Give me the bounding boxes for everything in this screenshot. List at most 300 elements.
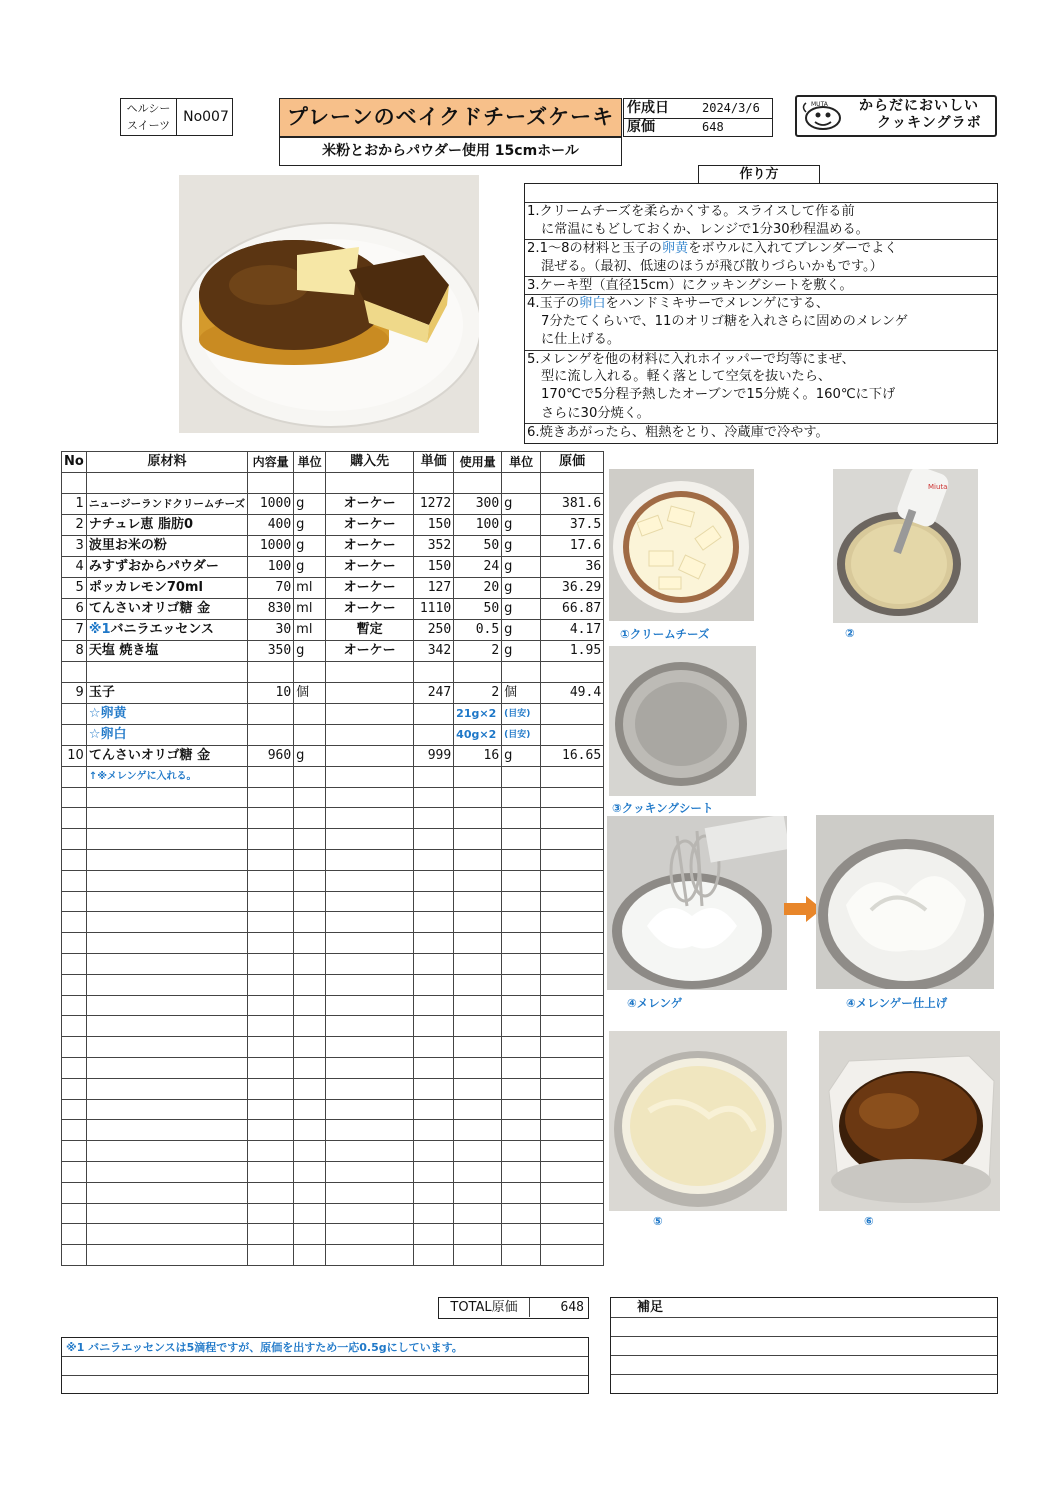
row-number bbox=[62, 766, 87, 787]
table-cell bbox=[294, 1224, 326, 1245]
row-number bbox=[62, 724, 87, 745]
table-cell bbox=[502, 1078, 541, 1099]
table-row bbox=[62, 577, 604, 598]
table-cell bbox=[454, 953, 502, 974]
content-unit: g bbox=[294, 493, 326, 514]
table-cell bbox=[541, 1224, 604, 1245]
table-cell bbox=[86, 661, 247, 682]
total-value: 648 bbox=[560, 1300, 584, 1315]
table-cell bbox=[454, 870, 502, 891]
table-cell bbox=[326, 473, 414, 494]
table-cell bbox=[414, 1037, 454, 1058]
table-cell bbox=[541, 995, 604, 1016]
shop: オーケー bbox=[326, 514, 414, 535]
table-cell bbox=[86, 808, 247, 829]
method-blank-line bbox=[525, 184, 997, 202]
table-cell bbox=[541, 1182, 604, 1203]
shop: オーケー bbox=[326, 598, 414, 619]
logo-text-line-1: からだにおいしい bbox=[859, 98, 979, 114]
table-cell bbox=[541, 933, 604, 954]
unit-price: 250 bbox=[414, 619, 454, 640]
table-cell bbox=[414, 808, 454, 829]
unit-price: 1272 bbox=[414, 493, 454, 514]
logo-text-line-2: クッキングラボ bbox=[877, 115, 982, 131]
table-header-cell: 購入先 bbox=[326, 452, 414, 473]
table-cell bbox=[541, 1016, 604, 1037]
table-cell bbox=[454, 1099, 502, 1120]
table-cell bbox=[326, 661, 414, 682]
shop: オーケー bbox=[326, 535, 414, 556]
table-row bbox=[62, 1099, 604, 1120]
table-cell bbox=[62, 1078, 87, 1099]
method-text: をボウルに入れてブレンダーでよく bbox=[688, 241, 898, 257]
photo-cooking-sheet bbox=[609, 646, 756, 796]
table-cell bbox=[414, 849, 454, 870]
unit-price bbox=[414, 766, 454, 787]
use-unit: g bbox=[502, 640, 541, 661]
ingredient-name: ↑※メレンゲに入れる。 bbox=[86, 766, 247, 787]
table-cell bbox=[294, 1245, 326, 1266]
unit-price: 247 bbox=[414, 682, 454, 703]
table-cell bbox=[86, 787, 247, 808]
use-note: (目安) bbox=[502, 724, 541, 745]
table-cell bbox=[62, 1120, 87, 1141]
table-cell bbox=[294, 995, 326, 1016]
table-cell bbox=[454, 1245, 502, 1266]
cost: 4.17 bbox=[541, 619, 604, 640]
table-row bbox=[62, 556, 604, 577]
table-cell bbox=[86, 1078, 247, 1099]
method-step-line bbox=[525, 313, 997, 331]
table-cell bbox=[454, 1182, 502, 1203]
table-cell bbox=[541, 787, 604, 808]
use-amount: 40g×2 bbox=[454, 724, 502, 745]
table-cell bbox=[248, 974, 294, 995]
ingredient-name: 玉子 bbox=[86, 682, 247, 703]
ingredient-name: ニュージーランドクリームチーズ bbox=[86, 493, 247, 514]
unit-price: 150 bbox=[414, 556, 454, 577]
ingredient-name: 天塩 焼き塩 bbox=[86, 640, 247, 661]
ingredient-name: ☆卵黄 bbox=[86, 703, 247, 724]
caption-4a: ④メレンゲ bbox=[627, 996, 683, 1010]
table-cell bbox=[248, 1099, 294, 1120]
table-cell bbox=[62, 1016, 87, 1037]
table-cell bbox=[414, 912, 454, 933]
table-cell bbox=[62, 974, 87, 995]
table-cell bbox=[294, 1182, 326, 1203]
table-cell bbox=[86, 829, 247, 850]
table-cell bbox=[502, 1203, 541, 1224]
table-cell bbox=[326, 953, 414, 974]
table-cell bbox=[541, 1245, 604, 1266]
table-cell bbox=[248, 808, 294, 829]
content-unit: g bbox=[294, 535, 326, 556]
table-cell bbox=[454, 1120, 502, 1141]
table-cell bbox=[326, 891, 414, 912]
table-cell bbox=[454, 1037, 502, 1058]
table-cell bbox=[86, 933, 247, 954]
row-number: 6 bbox=[62, 598, 87, 619]
table-row bbox=[62, 598, 604, 619]
table-cell bbox=[414, 1141, 454, 1162]
table-cell bbox=[502, 933, 541, 954]
supplement-label: 補足 bbox=[637, 1300, 664, 1315]
use-amount: 24 bbox=[454, 556, 502, 577]
table-cell bbox=[541, 829, 604, 850]
method-text: 7分たてくらいで、11のオリゴ糖を入れさらに固めのメレンゲ bbox=[541, 313, 908, 329]
table-cell bbox=[541, 1161, 604, 1182]
table-row bbox=[62, 514, 604, 535]
table-cell bbox=[86, 870, 247, 891]
table-cell bbox=[294, 1203, 326, 1224]
table-cell bbox=[86, 1245, 247, 1266]
notes-box bbox=[61, 1337, 589, 1394]
table-row bbox=[62, 661, 604, 682]
table-cell bbox=[248, 870, 294, 891]
shop bbox=[326, 703, 414, 724]
table-cell bbox=[454, 974, 502, 995]
table-cell bbox=[86, 891, 247, 912]
table-cell bbox=[502, 891, 541, 912]
table-cell bbox=[454, 891, 502, 912]
total-label: TOTAL原価 bbox=[439, 1298, 530, 1317]
table-cell bbox=[86, 974, 247, 995]
use-unit: g bbox=[502, 745, 541, 766]
table-cell bbox=[248, 891, 294, 912]
table-cell bbox=[294, 953, 326, 974]
table-cell bbox=[454, 473, 502, 494]
cost: 1.95 bbox=[541, 640, 604, 661]
table-header-cell: 使用量 bbox=[454, 452, 502, 473]
content-amount: 400 bbox=[248, 514, 294, 535]
method-step-line bbox=[525, 405, 997, 423]
row-number: 3 bbox=[62, 535, 87, 556]
table-row bbox=[62, 953, 604, 974]
table-cell bbox=[326, 1057, 414, 1078]
method-text: 3.ケーキ型（直径15cm）にクッキングシートを敷く。 bbox=[527, 278, 853, 293]
table-cell bbox=[294, 1037, 326, 1058]
content-unit: 個 bbox=[294, 682, 326, 703]
table-cell bbox=[414, 1245, 454, 1266]
table-cell bbox=[294, 1016, 326, 1037]
content-amount bbox=[248, 724, 294, 745]
table-row bbox=[62, 535, 604, 556]
photo-meringue bbox=[607, 816, 787, 990]
method-heading: 作り方 bbox=[698, 165, 820, 184]
total-cost bbox=[438, 1297, 589, 1319]
table-cell bbox=[248, 1182, 294, 1203]
use-unit: g bbox=[502, 577, 541, 598]
photo-meringue-finished bbox=[816, 815, 994, 989]
caption-2: ② bbox=[845, 626, 855, 640]
table-cell bbox=[414, 1078, 454, 1099]
created-value: 2024/3/6 bbox=[702, 101, 760, 115]
recipe-number: No007 bbox=[183, 109, 229, 125]
table-cell bbox=[326, 912, 414, 933]
table-cell bbox=[414, 1161, 454, 1182]
table-cell bbox=[454, 1161, 502, 1182]
supplement-box bbox=[610, 1297, 998, 1394]
note-line-1: ※1 バニラエッセンスは5滴程ですが、原価を出すため一応0.5gにしています。 bbox=[66, 1341, 463, 1354]
table-header-cell: 原材料 bbox=[86, 452, 247, 473]
recipe-subtitle: 米粉とおからパウダー使用 15cmホール bbox=[279, 137, 622, 166]
table-cell bbox=[62, 870, 87, 891]
shop: オーケー bbox=[326, 640, 414, 661]
table-cell bbox=[541, 1037, 604, 1058]
category-line-1: ヘルシー bbox=[126, 102, 171, 115]
table-cell bbox=[248, 787, 294, 808]
table-row bbox=[62, 829, 604, 850]
table-cell bbox=[86, 1120, 247, 1141]
meta-box bbox=[623, 98, 773, 137]
table-row bbox=[62, 1120, 604, 1141]
table-cell bbox=[62, 849, 87, 870]
use-unit: g bbox=[502, 619, 541, 640]
table-header-row bbox=[62, 452, 604, 473]
table-row bbox=[62, 473, 604, 494]
content-unit: ml bbox=[294, 619, 326, 640]
ingredient-name: ナチュレ恵 脂肪0 bbox=[86, 514, 247, 535]
method-step-line bbox=[525, 294, 997, 312]
table-cell bbox=[502, 808, 541, 829]
cost bbox=[541, 724, 604, 745]
content-amount: 830 bbox=[248, 598, 294, 619]
table-header-cell: 単位 bbox=[502, 452, 541, 473]
table-row bbox=[62, 766, 604, 787]
table-row bbox=[62, 1016, 604, 1037]
table-cell bbox=[326, 870, 414, 891]
table-cell bbox=[294, 849, 326, 870]
table-cell bbox=[248, 1120, 294, 1141]
table-header-cell: 単価 bbox=[414, 452, 454, 473]
table-cell bbox=[326, 1161, 414, 1182]
unit-price bbox=[414, 724, 454, 745]
table-cell bbox=[86, 1057, 247, 1078]
content-amount: 350 bbox=[248, 640, 294, 661]
logo-small-text: MUTA bbox=[811, 101, 828, 108]
table-cell bbox=[248, 1078, 294, 1099]
method-step-line bbox=[525, 423, 997, 441]
caption-3: ③クッキングシート bbox=[612, 801, 714, 815]
caption-6: ⑥ bbox=[864, 1214, 874, 1228]
table-cell bbox=[326, 829, 414, 850]
table-cell bbox=[541, 1057, 604, 1078]
shop: オーケー bbox=[326, 577, 414, 598]
use-unit: g bbox=[502, 514, 541, 535]
table-cell bbox=[541, 1120, 604, 1141]
main-cake-photo bbox=[179, 175, 479, 433]
table-cell bbox=[248, 1141, 294, 1162]
table-cell bbox=[62, 891, 87, 912]
ingredient-name: てんさいオリゴ糖 金 bbox=[86, 598, 247, 619]
table-cell bbox=[502, 473, 541, 494]
table-cell bbox=[62, 829, 87, 850]
brand-logo bbox=[795, 95, 997, 137]
table-row bbox=[62, 745, 604, 766]
table-cell bbox=[248, 912, 294, 933]
cost-label: 原価 bbox=[627, 119, 655, 135]
table-cell bbox=[454, 1224, 502, 1245]
caption-5: ⑤ bbox=[653, 1214, 663, 1228]
table-row bbox=[62, 995, 604, 1016]
table-cell bbox=[294, 808, 326, 829]
table-cell bbox=[62, 933, 87, 954]
table-cell bbox=[248, 1016, 294, 1037]
table-cell bbox=[541, 1141, 604, 1162]
method-highlight-text: 卵黄 bbox=[661, 241, 689, 257]
table-cell bbox=[62, 1245, 87, 1266]
shop bbox=[326, 724, 414, 745]
content-amount bbox=[248, 766, 294, 787]
photo-blender bbox=[833, 469, 978, 623]
table-cell bbox=[294, 1078, 326, 1099]
table-row bbox=[62, 849, 604, 870]
use-note: (目安) bbox=[502, 703, 541, 724]
ingredient-name bbox=[86, 619, 247, 640]
method-text: 5.メレンゲを他の材料に入れホイッパーで均等にまぜ、 bbox=[527, 351, 855, 367]
category-line-2: スイーツ bbox=[126, 119, 171, 132]
table-cell bbox=[326, 1037, 414, 1058]
table-cell bbox=[294, 1141, 326, 1162]
method-text: 型に流し入れる。軽く落として空気を抜いたら、 bbox=[541, 369, 832, 384]
caption-1: ①クリームチーズ bbox=[620, 627, 710, 641]
table-cell bbox=[454, 1016, 502, 1037]
unit-price: 999 bbox=[414, 745, 454, 766]
table-cell bbox=[62, 1057, 87, 1078]
table-cell bbox=[541, 974, 604, 995]
table-cell bbox=[326, 1141, 414, 1162]
table-cell bbox=[541, 891, 604, 912]
row-number: 9 bbox=[62, 682, 87, 703]
shop: 暫定 bbox=[326, 619, 414, 640]
use-unit: g bbox=[502, 535, 541, 556]
cost: 66.87 bbox=[541, 598, 604, 619]
table-cell bbox=[541, 473, 604, 494]
use-amount: 300 bbox=[454, 493, 502, 514]
content-unit: g bbox=[294, 556, 326, 577]
ingredient-name: ポッカレモン70ml bbox=[86, 577, 247, 598]
table-cell bbox=[62, 787, 87, 808]
table-cell bbox=[541, 912, 604, 933]
table-cell bbox=[62, 1141, 87, 1162]
table-cell bbox=[294, 829, 326, 850]
table-cell bbox=[502, 787, 541, 808]
method-step-line bbox=[525, 202, 997, 220]
cost bbox=[541, 766, 604, 787]
table-cell bbox=[294, 1120, 326, 1141]
table-cell bbox=[86, 849, 247, 870]
table-cell bbox=[86, 1016, 247, 1037]
table-cell bbox=[294, 1099, 326, 1120]
table-cell bbox=[454, 912, 502, 933]
category-box bbox=[120, 98, 233, 136]
table-cell bbox=[294, 787, 326, 808]
use-unit: g bbox=[502, 598, 541, 619]
table-cell bbox=[454, 1203, 502, 1224]
table-cell bbox=[502, 995, 541, 1016]
note-marker: ※1 bbox=[88, 621, 111, 637]
table-row bbox=[62, 787, 604, 808]
table-cell bbox=[502, 1161, 541, 1182]
table-cell bbox=[294, 974, 326, 995]
table-cell bbox=[326, 1099, 414, 1120]
content-unit: g bbox=[294, 745, 326, 766]
table-cell bbox=[248, 995, 294, 1016]
table-cell bbox=[86, 1141, 247, 1162]
shop bbox=[326, 766, 414, 787]
table-cell bbox=[326, 1245, 414, 1266]
table-cell bbox=[454, 1141, 502, 1162]
table-cell bbox=[326, 933, 414, 954]
table-cell bbox=[502, 1245, 541, 1266]
method-text: 1.クリームチーズを柔らかくする。スライスして作る前 bbox=[527, 204, 855, 220]
table-cell bbox=[414, 1099, 454, 1120]
method-step-line bbox=[525, 368, 997, 386]
table-cell bbox=[502, 849, 541, 870]
table-row bbox=[62, 912, 604, 933]
use-amount: 50 bbox=[454, 535, 502, 556]
table-cell bbox=[86, 912, 247, 933]
table-cell bbox=[414, 473, 454, 494]
table-cell bbox=[502, 829, 541, 850]
method-box bbox=[524, 183, 998, 444]
photo-baked-cake bbox=[819, 1031, 1000, 1211]
method-step-line bbox=[525, 386, 997, 404]
table-cell bbox=[62, 995, 87, 1016]
method-step-line bbox=[525, 350, 997, 368]
table-cell bbox=[502, 870, 541, 891]
table-cell bbox=[454, 1078, 502, 1099]
shop: オーケー bbox=[326, 493, 414, 514]
unit-price bbox=[414, 703, 454, 724]
table-cell bbox=[294, 933, 326, 954]
row-number: 4 bbox=[62, 556, 87, 577]
table-cell bbox=[326, 787, 414, 808]
ingredient-name: みすずおからパウダー bbox=[86, 556, 247, 577]
table-row bbox=[62, 933, 604, 954]
table-cell bbox=[454, 995, 502, 1016]
table-cell bbox=[86, 1037, 247, 1058]
table-cell bbox=[454, 808, 502, 829]
category-label bbox=[121, 99, 177, 135]
content-amount: 1000 bbox=[248, 493, 294, 514]
row-number: 1 bbox=[62, 493, 87, 514]
table-row bbox=[62, 1078, 604, 1099]
use-amount: 21g×2 bbox=[454, 703, 502, 724]
table-header-cell: 原価 bbox=[541, 452, 604, 473]
table-cell bbox=[248, 1224, 294, 1245]
table-cell bbox=[62, 1099, 87, 1120]
table-row bbox=[62, 808, 604, 829]
table-cell bbox=[541, 1078, 604, 1099]
table-header-cell: No bbox=[62, 452, 87, 473]
table-cell bbox=[248, 953, 294, 974]
table-cell bbox=[294, 661, 326, 682]
table-row bbox=[62, 619, 604, 640]
use-amount: 100 bbox=[454, 514, 502, 535]
table-cell bbox=[248, 1037, 294, 1058]
cost: 16.65 bbox=[541, 745, 604, 766]
table-cell bbox=[62, 661, 87, 682]
table-cell bbox=[86, 1224, 247, 1245]
method-step-line bbox=[525, 258, 997, 276]
use-unit bbox=[502, 766, 541, 787]
photo-cream-cheese bbox=[609, 469, 754, 621]
table-cell bbox=[326, 1078, 414, 1099]
table-cell bbox=[414, 1057, 454, 1078]
content-amount: 100 bbox=[248, 556, 294, 577]
cost-value: 648 bbox=[702, 120, 724, 134]
